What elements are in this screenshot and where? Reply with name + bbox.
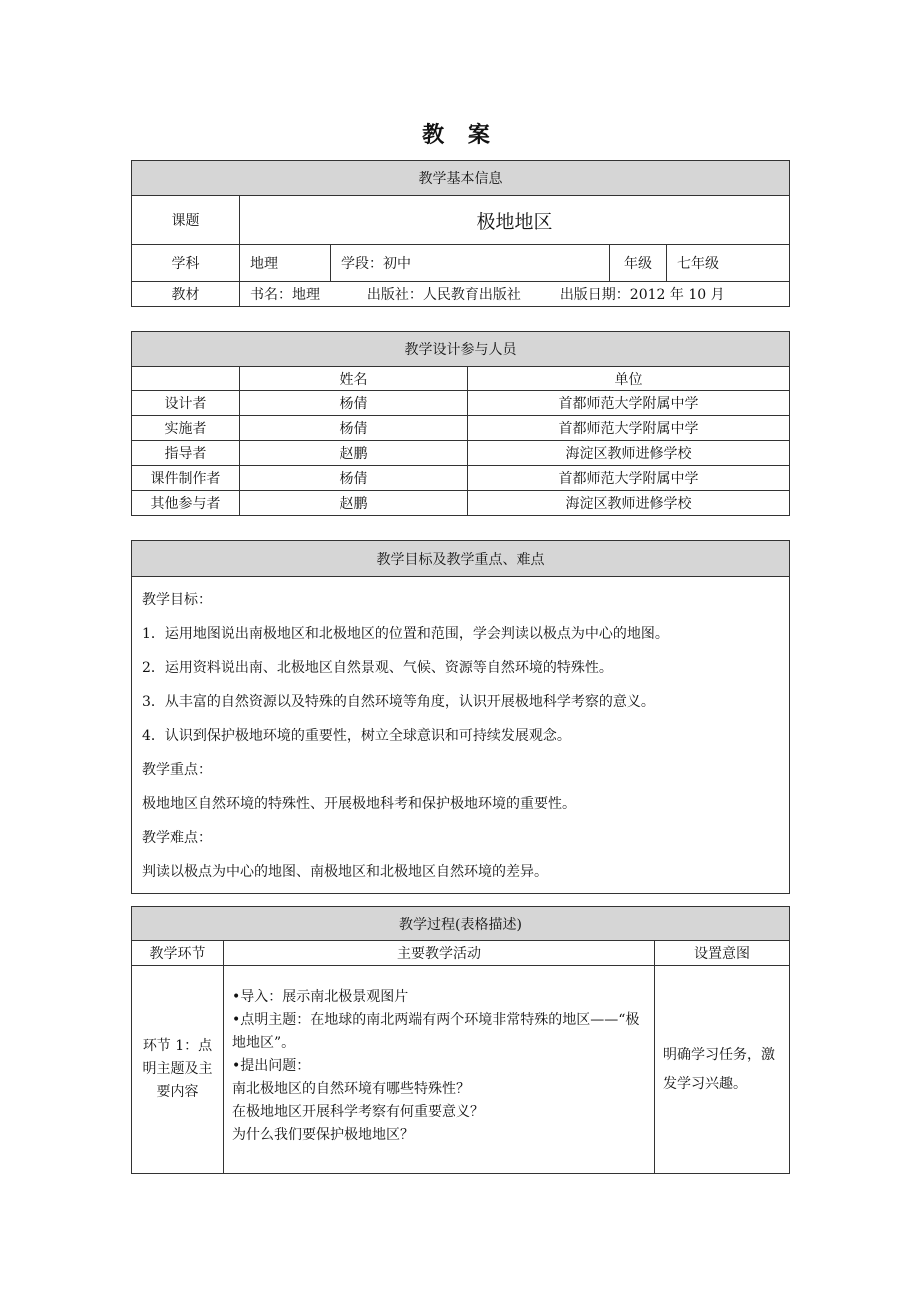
activity-question: 南北极地区的自然环境有哪些特殊性？ [232, 1081, 470, 1097]
table-row [132, 391, 790, 416]
topic-label: 课题 [132, 196, 240, 245]
textbook-name: 书名：地理 [250, 287, 320, 303]
col-name-header: 姓名 [240, 367, 468, 391]
objectives-table [131, 540, 790, 894]
textbook-label: 教材 [132, 282, 240, 307]
textbook-date: 出版日期：2012 年 10 月 [559, 287, 725, 303]
objectives-header: 教学目标及教学重点、难点 [132, 541, 790, 577]
goal-item: 4．认识到保护极地环境的重要性，树立全球意识和可持续发展观念。 [142, 728, 571, 744]
basic-info-header: 教学基本信息 [132, 161, 790, 196]
name-cell: 赵鹏 [240, 491, 468, 516]
table-row [132, 466, 790, 491]
page-title: 教 案 [422, 123, 498, 148]
goal-item: 1．运用地图说出南极地区和北极地区的位置和范围，学会判读以极点为中心的地图。 [142, 626, 669, 642]
col-activity-header: 主要教学活动 [224, 941, 655, 966]
goal-item: 3．从丰富的自然资源以及特殊的自然环境等角度，认识开展极地科学考察的意义。 [142, 694, 655, 710]
unit-cell: 首都师范大学附属中学 [468, 466, 790, 491]
process-header: 教学过程(表格描述) [132, 907, 790, 941]
table-row [132, 416, 790, 441]
unit-cell: 首都师范大学附属中学 [468, 391, 790, 416]
stage-value: 学段：初中 [331, 245, 610, 282]
table-row [132, 491, 790, 516]
objectives-content [132, 577, 790, 894]
name-cell: 杨倩 [240, 391, 468, 416]
textbook-info [240, 282, 790, 307]
activity-question: 为什么我们要保护极地地区？ [232, 1127, 414, 1143]
participants-header: 教学设计参与人员 [132, 332, 790, 367]
role-cell: 其他参与者 [132, 491, 240, 516]
unit-cell: 首都师范大学附属中学 [468, 416, 790, 441]
role-cell: 实施者 [132, 416, 240, 441]
table-row [132, 441, 790, 466]
key-points-text: 极地地区自然环境的特殊性、开展极地科考和保护极地环境的重要性。 [142, 796, 576, 812]
difficulty-label: 教学难点： [142, 830, 212, 846]
activity-cell [224, 966, 655, 1174]
table-row [132, 966, 790, 1174]
grade-value: 七年级 [667, 245, 790, 282]
unit-cell: 海淀区教师进修学校 [468, 491, 790, 516]
purpose-cell: 明确学习任务，激发学习兴趣。 [655, 966, 790, 1174]
col-purpose-header: 设置意图 [655, 941, 790, 966]
name-cell: 杨倩 [240, 466, 468, 491]
subject-label: 学科 [132, 245, 240, 282]
goal-item: 2．运用资料说出南、北极地区自然景观、气候、资源等自然环境的特殊性。 [142, 660, 613, 676]
name-cell: 杨倩 [240, 416, 468, 441]
grade-label: 年级 [610, 245, 667, 282]
difficulty-text: 判读以极点为中心的地图、南极地区和北极地区自然环境的差异。 [142, 864, 548, 880]
col-stage-header: 教学环节 [132, 941, 224, 966]
role-cell: 设计者 [132, 391, 240, 416]
name-cell: 赵鹏 [240, 441, 468, 466]
activity-bullet: •提出问题： [232, 1058, 311, 1074]
basic-info-table [131, 160, 790, 307]
subject-value: 地理 [240, 245, 331, 282]
role-cell: 课件制作者 [132, 466, 240, 491]
empty-corner-cell [132, 367, 240, 391]
stage-cell: 环节 1：点明主题及主要内容 [132, 966, 224, 1174]
role-cell: 指导者 [132, 441, 240, 466]
activity-bullet: •点明主题：在地球的南北两端有两个环境非常特殊的地区——“极地地区”。 [232, 1012, 640, 1051]
unit-cell: 海淀区教师进修学校 [468, 441, 790, 466]
key-points-label: 教学重点： [142, 762, 212, 778]
participants-table [131, 331, 790, 516]
activity-question: 在极地地区开展科学考察有何重要意义？ [232, 1104, 484, 1120]
col-unit-header: 单位 [468, 367, 790, 391]
process-table [131, 906, 790, 1174]
topic-value: 极地地区 [240, 196, 790, 245]
textbook-publisher: 出版社：人民教育出版社 [366, 287, 521, 303]
goals-label: 教学目标： [142, 592, 212, 608]
activity-bullet: •导入：展示南北极景观图片 [232, 989, 409, 1005]
